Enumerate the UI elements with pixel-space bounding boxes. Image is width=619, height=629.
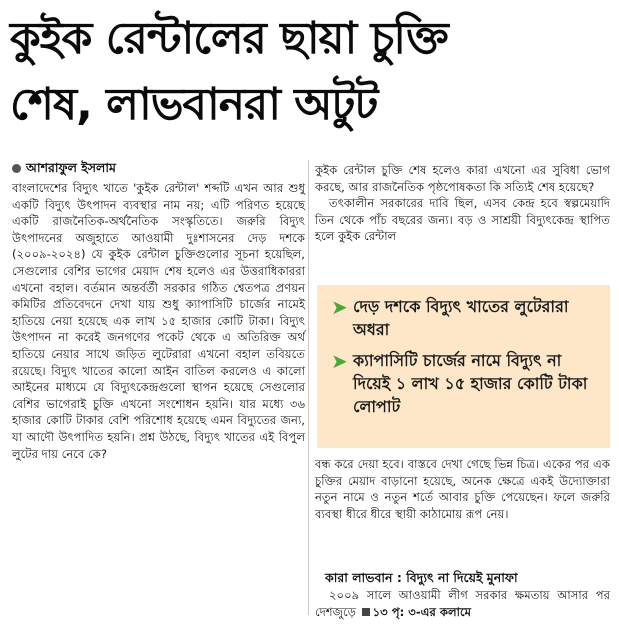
article-right-column-bottom xyxy=(315,456,610,522)
pull-quote-text: দেড় দশকে বিদ্যুৎ খাতের লুটেরারা অধরা xyxy=(353,297,569,339)
continuation-link[interactable]: ১৩ পৃ: ৩-এর কলামে xyxy=(372,604,472,619)
section-subhead: কারা লাভবান : বিদ্যুৎ না দিয়েই মুনাফা xyxy=(325,570,518,585)
bullet-dot-icon xyxy=(12,164,21,173)
byline xyxy=(12,160,302,176)
column-divider xyxy=(308,160,309,615)
pull-quote-box xyxy=(317,285,610,448)
right-paragraph-1: কুইক রেন্টাল চুক্তি শেষ হলেও কারা এখনো এর সুবিধা ভোগ করছে, আর রাজনৈতিক পৃষ্ঠপোষকতা কি সত্যিই শেষ হয়েছে? xyxy=(315,163,610,194)
headline-line-2: শেষ, লাভবানরা অটুট xyxy=(10,79,378,130)
article-left-column xyxy=(12,180,305,462)
arrow-right-icon: ➤ xyxy=(331,349,348,373)
article-right-column-tail xyxy=(315,587,610,620)
square-bullet-icon xyxy=(362,608,370,616)
author-name: আশরাফুল ইসলাম xyxy=(26,160,116,175)
right-paragraph-4 xyxy=(315,587,610,620)
right-paragraph-2: তৎকালীন সরকারের দাবি ছিল, এসব কেন্দ্র হবে স্বল্পমেয়াদি তিন থেকে পাঁচ বছরের জন্য। বড় ও সাশ্রয়ী বিদ্যুৎকেন্দ্র স্থাপিত হলে কুইক রেন্টাল xyxy=(315,196,610,244)
article-intro-paragraph: বাংলাদেশের বিদ্যুৎ খাতে 'কুইক রেন্টাল' শব্দটি এখন আর শুধু একটি বিদ্যুৎ উৎপাদন ব্যবস্থার নাম নয়; এটি পরিণত হয়েছে একটি রাজনৈতিক-অর্থনৈতিক সংস্কৃতিতে। জরুরি বিদ্যুৎ উৎপাদনের অজুহাতে আওয়ামী দুঃশাসনের দেড় দশকে (২০০৯-২০২৪) যে কুইক রেন্টাল চুক্তিগুলোর সূচনা হয়েছিল, সেগুলোর বেশির ভাগের মেয়াদ শেষ হলেও এর উত্তরাধিকাররা এখনো বহাল। বর্তমান অন্তর্বর্তী সরকার গঠিত শ্বেতপত্র প্রণয়ন কমিটির প্রতিবেদনে দেখা যায় শুধু ক্যাপাসিটি চার্জের নামেই হাতিয়ে নেয়া হয়েছে এক লাখ ১৫ হাজার কোটি টাকা। বিদ্যুৎ উৎপাদন না করেই জনগণের পকেট থেকে এ অতিরিক্ত অর্থ হাতিয়ে নেয়ার সাথে জড়িত লুটেরারা এখনো বহাল তবিয়তে রয়েছে। বিদ্যুৎ খাতের কালো আইন বাতিল করলেও এ কালো আইনের মাধ্যমে যে বিদ্যুৎকেন্দ্রগুলো স্থাপন হয়েছে সেগুলোর বেশির ভাগেরাই চুক্তি এখনো সংশোধন হয়নি। যার মধ্যে ৩৬ হাজার কোটি টাকার বেশি পরিশোধ হয়েছে এমন বিদ্যুতের জন্য, যা আদৌ উৎপাদিত হয়নি। প্রশ্ন উঠছে, বিদ্যুৎ খাতের এই বিপুল লুটের দায় নেবে কে? xyxy=(12,181,305,461)
pull-quote-item xyxy=(331,295,600,341)
right-paragraph-4-text: ২০০৯ সালে আওয়ামী লীগ সরকার ক্ষমতায় আসার পর দেশজুড়ে xyxy=(315,588,610,619)
arrow-right-icon: ➤ xyxy=(331,295,348,319)
right-paragraph-3: বন্ধ করে দেয়া হবে। বাস্তবে দেখা গেছে ভিন্ন চিত্র। একের পর এক চুক্তির মেয়াদ বাড়ানো হয়েছে, অনেক ক্ষেত্রে একই উদ্যোক্তারা নতুন নামে ও নতুন শর্তে আবার চুক্তি পেয়েছেন। ফলে জরুরি ব্যবস্থা ধীরে ধীরে স্থায়ী কাঠামোয় রূপ নেয়। xyxy=(315,457,610,521)
pull-quote-text: ক্যাপাসিটি চার্জের নামে বিদ্যুৎ না দিয়েই ১ লাখ ১৫ হাজার কোটি টাকা লোপাট xyxy=(353,351,588,416)
article-right-column-top xyxy=(315,162,610,245)
pull-quote-item xyxy=(331,349,600,418)
headline xyxy=(10,6,610,138)
headline-line-1: কুইক রেন্টালের ছায়া চুক্তি xyxy=(10,13,448,64)
